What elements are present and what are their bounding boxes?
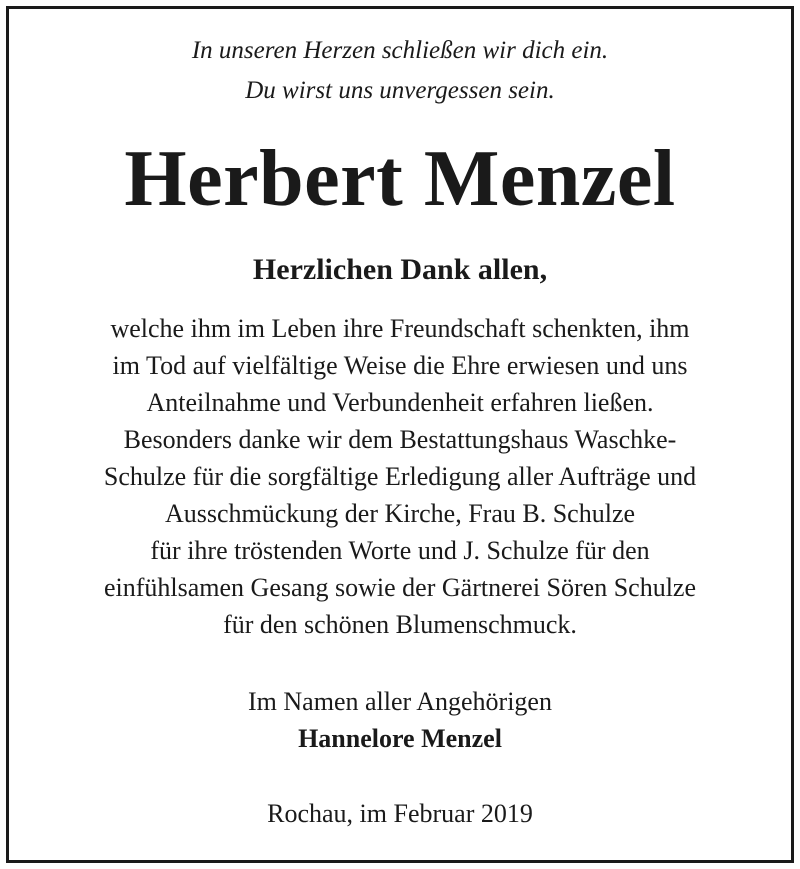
thanks-heading: Herzlichen Dank allen, [252, 253, 548, 286]
poem-line-2: Du wirst uns unvergessen sein. [245, 77, 555, 104]
place-date: Rochau, im Februar 2019 [267, 799, 533, 828]
signer-name: Hannelore Menzel [298, 724, 502, 753]
poem-line-1: In unseren Herzen schließen wir dich ein. [191, 37, 609, 64]
body-line: Ausschmückung der Kirche, Frau B. Schulze [164, 499, 636, 528]
on-behalf-text: Im Namen aller Angehörigen [248, 687, 552, 716]
body-line: Anteilnahme und Verbundenheit erfahren ließen. [146, 388, 654, 417]
body-line: für ihre tröstenden Worte und J. Schulze für den [150, 536, 650, 565]
deceased-name: Herbert Menzel [124, 135, 676, 223]
body-line: für den schönen Blumenschmuck. [223, 610, 577, 639]
obituary-notice [6, 6, 794, 863]
body-line: Besonders danke wir dem Bestattungshaus Waschke- [123, 425, 677, 454]
body-line: Schulze für die sorgfältige Erledigung aller Aufträge und [103, 462, 697, 491]
body-line: welche ihm im Leben ihre Freundschaft schenkten, ihm [110, 314, 690, 343]
body-line: einfühlsamen Gesang sowie der Gärtnerei Sören Schulze [103, 573, 697, 602]
body-line: im Tod auf vielfältige Weise die Ehre erwiesen und uns [112, 351, 688, 380]
